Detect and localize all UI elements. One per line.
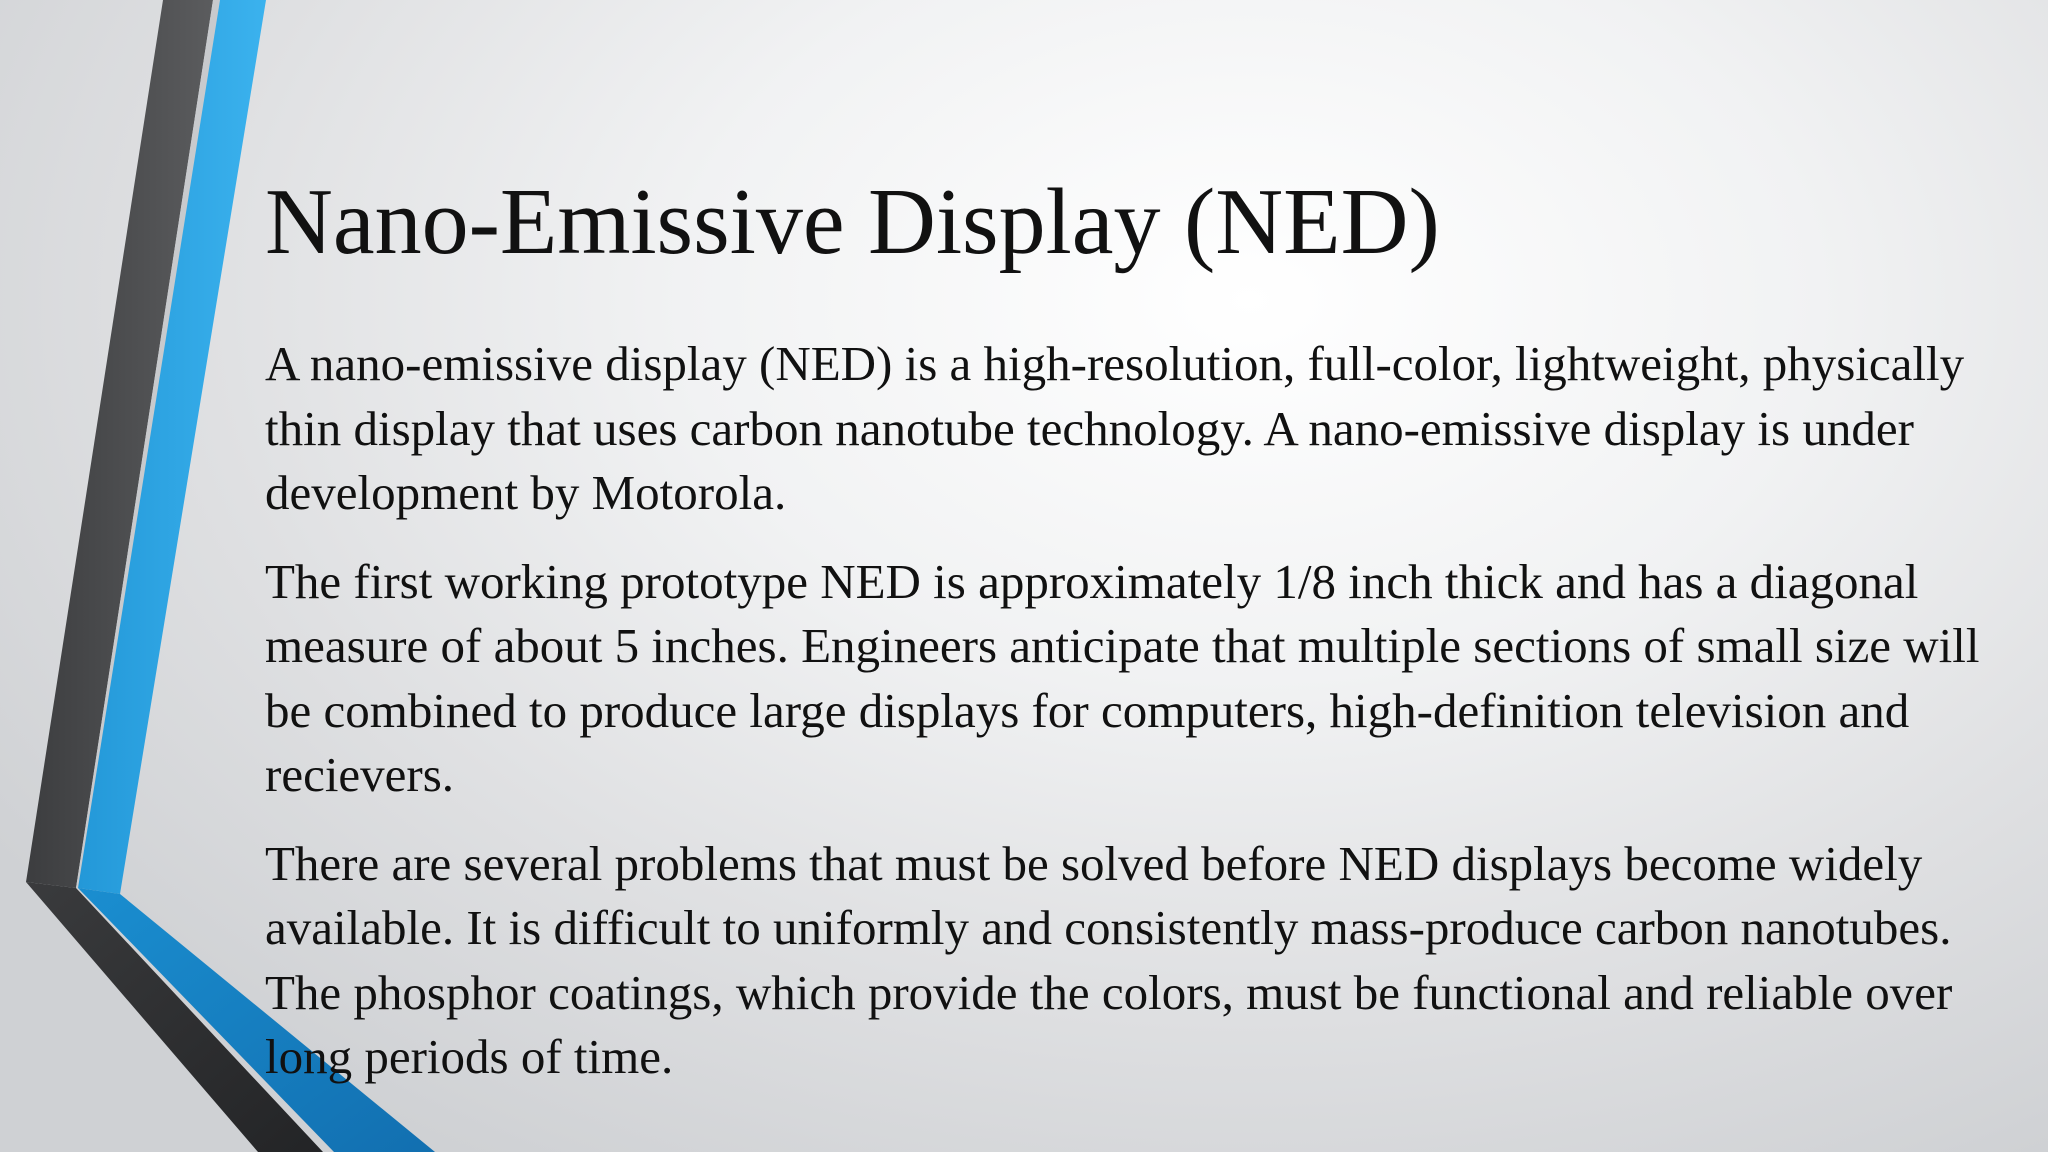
body-paragraph-intro: A nano-emissive display (NED) is a high-resolution, full-color, lightweight, physically thin display that uses carbon nanotube technology. A nano-emissive display is under development by Motorola. (265, 336, 1965, 520)
body-paragraph-prototype: The first working prototype NED is approximately 1/8 inch thick and has a diagonal measure of about 5 inches. Engineers anticipate that multiple sections of small size will be combined to produce large displays for computers, high-definition television and recievers. (265, 553, 1980, 802)
slide-body (265, 332, 1985, 1114)
slide-title: Nano-Emissive Display (NED) (265, 170, 1440, 274)
body-paragraph-problems: There are several problems that must be solved before NED displays become widely available. It is difficult to uniformly and consistently mass-produce carbon nanotubes. The phosphor coatings, which provide the colors, must be functional and reliable over long periods of time. (265, 835, 1953, 1084)
